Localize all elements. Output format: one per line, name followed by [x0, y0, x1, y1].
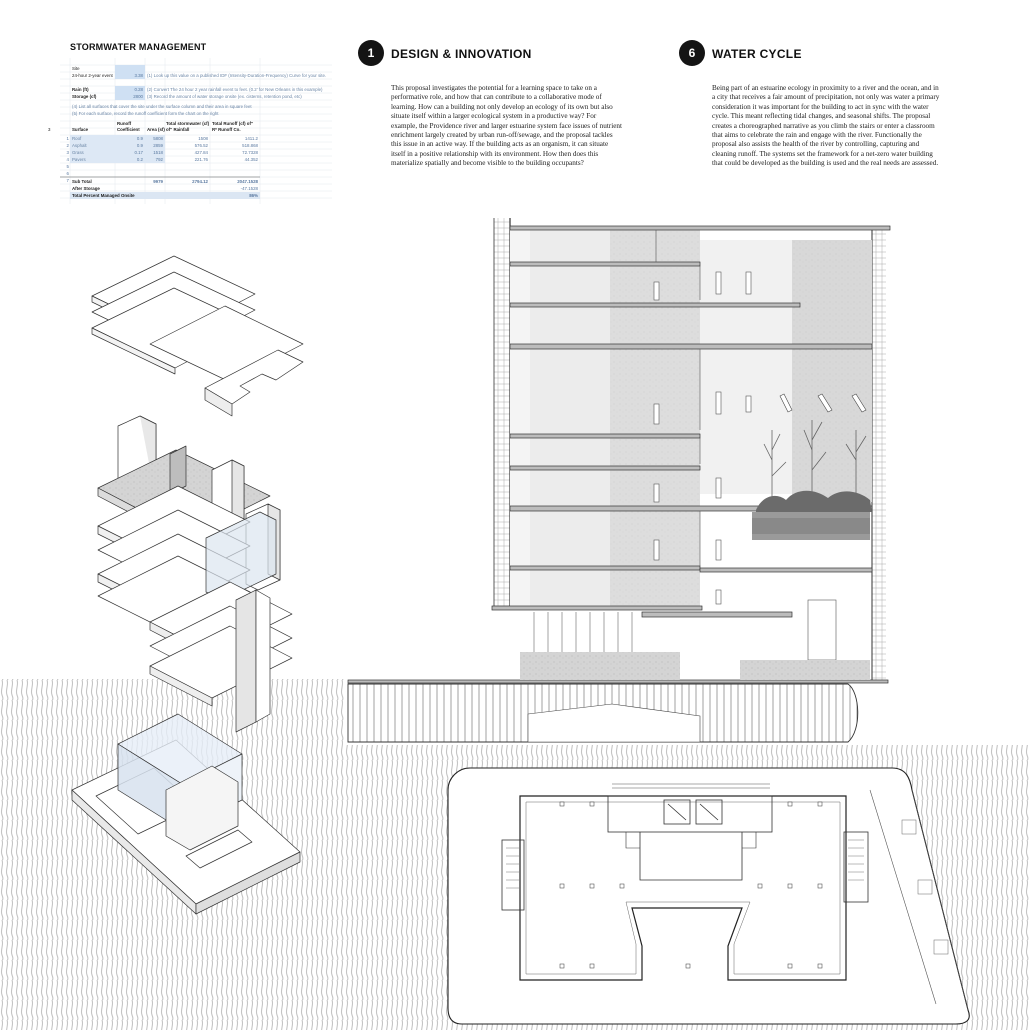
- coefficient-cell: 0.2: [136, 157, 143, 162]
- coefficient-cell: 0.9: [136, 136, 143, 141]
- header-coefficient: Runoff Coefficient: [117, 121, 140, 132]
- stormwater-cell: 221.76: [194, 157, 208, 162]
- design-body-text: This proposal investigates the potential for a learning space to take on a performative role, and how that can contribute to a collaborative mode of learning. How can a building not only develop an ecology of its own but also situate itself within a larger ecological system in a productive way? For example, the Providence river and larger estuarine system face issues of nutrient enrichment largely created by urban run-off/sewage, and the proposal tackles this issue in an active way. If the building acts as an organism, it can situate itself in a positive relationship with its environment. How then does this materialize spatially and become visible to the building occupants?: [391, 84, 622, 168]
- storage-note: (3) Record the amount of water storage onsite (ex. cisterns, retention pond, etc): [147, 94, 302, 99]
- row-index: 5: [66, 164, 69, 169]
- coefficient-cell: 0.9: [136, 143, 143, 148]
- header-total-stormwater: Total stormwater (cf) of" Rainfall: [166, 121, 210, 132]
- surface-cell: Grass: [72, 150, 84, 155]
- subtotal-label: Sub Total: [72, 179, 92, 184]
- floor-plan: [448, 768, 969, 1024]
- stormwater-cell: 427.84: [194, 150, 208, 155]
- subtotal-stormwater: 2794.12: [192, 179, 208, 184]
- surface-cell: Pavers: [72, 157, 86, 162]
- event-note: (1) Look up this value on a published IDF (Intensity-Duration-Frequency) Curve for your site.: [147, 73, 327, 78]
- runoff-cell: 72.7328: [242, 150, 258, 155]
- storage-value: 2800: [133, 94, 143, 99]
- rain-label: Rain (ft): [72, 87, 89, 92]
- entry-door: [808, 600, 836, 660]
- runoff-cell: 44.352: [244, 157, 258, 162]
- area-cell: 2859: [153, 143, 163, 148]
- header-total-runoff: Total Runoff (cf) of" R* Runoff Co.: [212, 121, 254, 132]
- stormwater-title: STORMWATER MANAGEMENT: [70, 42, 207, 52]
- surface-cell: Asphalt: [72, 143, 87, 148]
- runoff-cell: 1411.2: [244, 136, 258, 141]
- area-cell: 1518: [153, 150, 163, 155]
- percent-label: Total Percent Managed Onsite: [72, 193, 135, 198]
- after-storage-value: -47.1528: [240, 186, 258, 191]
- after-storage-label: After Storage: [72, 186, 100, 191]
- runoff-cell: 518.868: [242, 143, 258, 148]
- surface-cell: Roof: [72, 136, 82, 141]
- building-section: [348, 218, 890, 742]
- area-cell: 792: [155, 157, 163, 162]
- water-number-badge: 6: [679, 40, 705, 66]
- coefficient-cell: 0.17: [134, 150, 143, 155]
- design-heading: DESIGN & INNOVATION: [391, 47, 532, 61]
- row-index: 4: [66, 157, 69, 162]
- row-index: 6: [66, 171, 69, 176]
- area-cell: 5808: [153, 136, 163, 141]
- subtotal-runoff: 2047.1528: [237, 179, 258, 184]
- water-body-text: Being part of an estuarine ecology in proximity to a river and the ocean, and in a city that receives a fair amount of precipitation, not only was water a primary consideration it was important for the building to act in sync with the water cycle. This meant reflecting tidal changes, and seasonal shifts. The proposal creates a choreographed narrative as you climb the stairs or enter a classroom that aims to celebrate the rain and engage with the river. Functionally the proposal also assists the health of the river by controlling, capturing and cleaning runoff. The systems set the framework for a net-zero water building that could be developed as the building is used and the real needs are assessed.: [712, 84, 940, 168]
- rain-value: 0.28: [134, 87, 143, 92]
- water-heading: WATER CYCLE: [712, 47, 802, 61]
- row-index: 3: [66, 150, 69, 155]
- row-index: 2: [66, 143, 69, 148]
- rain-note: (2) Convert The 24 hour 2 year rainfall event to feet. (0.2' for New Orleans in this example): [147, 87, 323, 92]
- storage-label: Storage (cf): [72, 94, 97, 99]
- header-area: Area (sf): [147, 127, 165, 132]
- percent-value: 86%: [249, 193, 258, 198]
- row-index: 7: [66, 178, 69, 183]
- header-surface: Surface: [72, 127, 89, 132]
- subtotal-area: 9979: [153, 179, 163, 184]
- event-value: 3.38: [134, 73, 143, 78]
- site-label: Site: [72, 66, 80, 71]
- row-marker: 3: [48, 127, 51, 132]
- event-label: 24-hour 2-year event: [72, 73, 113, 78]
- row-index: 1: [66, 136, 69, 141]
- stormwater-cell: 1508: [198, 136, 208, 141]
- instruction-1: (4) List all surfaces that cover the site under the surface column and their area in square feet: [72, 104, 252, 109]
- instruction-2: (5) For each surface, record the runoff coefficient form the chart on the right: [72, 111, 219, 116]
- design-number-badge: 1: [358, 40, 384, 66]
- stormwater-cell: 576.52: [194, 143, 208, 148]
